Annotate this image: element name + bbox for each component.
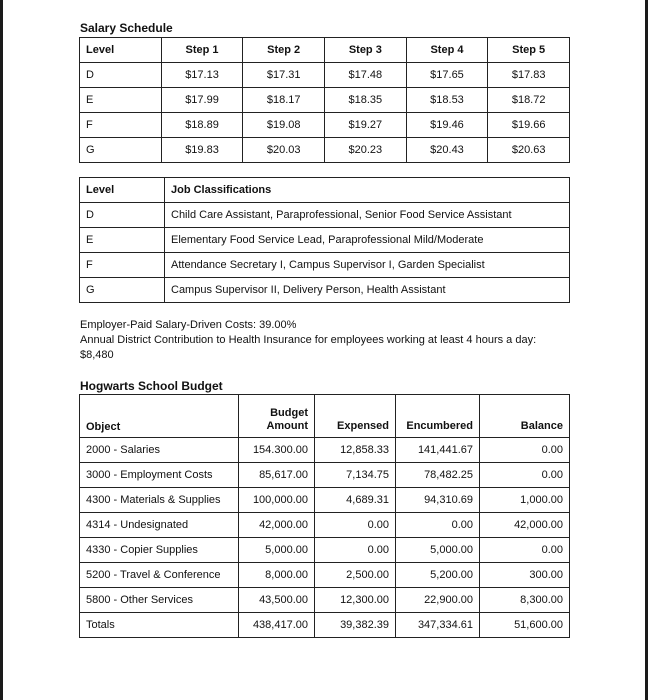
wage-cell: $19.08: [243, 113, 325, 138]
column-header: Step 5: [488, 38, 570, 63]
object-cell: 4314 - Undesignated: [80, 513, 239, 538]
expensed-cell: 0.00: [315, 538, 396, 563]
encumbered-cell: 78,482.25: [396, 463, 480, 488]
level-cell: E: [80, 88, 162, 113]
wage-cell: $18.17: [243, 88, 325, 113]
wage-cell: $17.65: [406, 63, 488, 88]
object-cell: 4330 - Copier Supplies: [80, 538, 239, 563]
wage-cell: $19.27: [325, 113, 407, 138]
expensed-cell: 0.00: [315, 513, 396, 538]
expensed-cell: 12,300.00: [315, 588, 396, 613]
table-row: [80, 488, 570, 513]
table-row: [80, 63, 570, 88]
balance-cell: 42,000.00: [480, 513, 570, 538]
expensed-cell: 12,858.33: [315, 438, 396, 463]
expensed-cell: 4,689.31: [315, 488, 396, 513]
encumbered-cell: 5,200.00: [396, 563, 480, 588]
table-row: [80, 138, 570, 163]
level-cell: D: [80, 63, 162, 88]
table-row: [80, 88, 570, 113]
wage-cell: $17.83: [488, 63, 570, 88]
encumbered-cell: 22,900.00: [396, 588, 480, 613]
budget-amount-cell: 42,000.00: [239, 513, 315, 538]
balance-cell: 0.00: [480, 463, 570, 488]
balance-cell: 0.00: [480, 438, 570, 463]
wage-cell: $20.03: [243, 138, 325, 163]
budget-table: [79, 394, 570, 638]
health-insurance-note: Annual District Contribution to Health Insurance for employees working at least 4 hours a day: $8,480: [80, 334, 537, 361]
totals-label: Totals: [80, 613, 239, 638]
wage-cell: $18.72: [488, 88, 570, 113]
column-header: Balance: [480, 395, 570, 438]
classification-cell: Campus Supervisor II, Delivery Person, Health Assistant: [165, 278, 570, 303]
object-cell: 2000 - Salaries: [80, 438, 239, 463]
balance-cell: 0.00: [480, 538, 570, 563]
wage-cell: $20.43: [406, 138, 488, 163]
level-cell: E: [80, 228, 165, 253]
wage-cell: $17.31: [243, 63, 325, 88]
salary-schedule-table: [79, 37, 570, 163]
encumbered-cell: 0.00: [396, 513, 480, 538]
column-header: Object: [80, 395, 239, 438]
wage-cell: $19.83: [161, 138, 243, 163]
table-row: [80, 538, 570, 563]
wage-cell: $19.66: [488, 113, 570, 138]
column-header: Job Classifications: [165, 178, 570, 203]
budget-amount-total: 438,417.00: [239, 613, 315, 638]
level-cell: G: [80, 138, 162, 163]
table-header-row: [80, 178, 570, 203]
wage-cell: $17.99: [161, 88, 243, 113]
table-row: [80, 203, 570, 228]
budget-amount-cell: 5,000.00: [239, 538, 315, 563]
table-header-row: [80, 38, 570, 63]
column-header: Level: [80, 38, 162, 63]
budget-amount-cell: 154.300.00: [239, 438, 315, 463]
object-cell: 5200 - Travel & Conference: [80, 563, 239, 588]
balance-cell: 1,000.00: [480, 488, 570, 513]
table-row: [80, 513, 570, 538]
expensed-total: 39,382.39: [315, 613, 396, 638]
budget-amount-cell: 43,500.00: [239, 588, 315, 613]
table-row: [80, 228, 570, 253]
balance-total: 51,600.00: [480, 613, 570, 638]
column-header: Step 4: [406, 38, 488, 63]
column-header: Step 3: [325, 38, 407, 63]
wage-cell: $17.13: [161, 63, 243, 88]
expensed-cell: 2,500.00: [315, 563, 396, 588]
level-cell: F: [80, 253, 165, 278]
wage-cell: $20.63: [488, 138, 570, 163]
level-cell: F: [80, 113, 162, 138]
object-cell: 4300 - Materials & Supplies: [80, 488, 239, 513]
wage-cell: $20.23: [325, 138, 407, 163]
encumbered-cell: 5,000.00: [396, 538, 480, 563]
salary-schedule-title: Salary Schedule: [80, 21, 173, 35]
classification-cell: Attendance Secretary I, Campus Supervisor I, Garden Specialist: [165, 253, 570, 278]
encumbered-total: 347,334.61: [396, 613, 480, 638]
wage-cell: $17.48: [325, 63, 407, 88]
table-row: [80, 588, 570, 613]
table-row: [80, 463, 570, 488]
salary-driven-costs-note: Employer-Paid Salary-Driven Costs: 39.00%: [80, 319, 297, 331]
column-header: Step 1: [161, 38, 243, 63]
level-cell: G: [80, 278, 165, 303]
classification-cell: Child Care Assistant, Paraprofessional, Senior Food Service Assistant: [165, 203, 570, 228]
table-row: [80, 113, 570, 138]
level-cell: D: [80, 203, 165, 228]
column-header: Step 2: [243, 38, 325, 63]
budget-amount-cell: 100,000.00: [239, 488, 315, 513]
totals-row: [80, 613, 570, 638]
balance-cell: 8,300.00: [480, 588, 570, 613]
page-edge-left: [0, 0, 3, 700]
budget-title: Hogwarts School Budget: [80, 379, 223, 393]
budget-amount-cell: 85,617.00: [239, 463, 315, 488]
table-row: [80, 278, 570, 303]
object-cell: 3000 - Employment Costs: [80, 463, 239, 488]
wage-cell: $18.35: [325, 88, 407, 113]
budget-amount-cell: 8,000.00: [239, 563, 315, 588]
column-header: Encumbered: [396, 395, 480, 438]
table-row: [80, 563, 570, 588]
wage-cell: $19.46: [406, 113, 488, 138]
classification-cell: Elementary Food Service Lead, Paraprofessional Mild/Moderate: [165, 228, 570, 253]
object-cell: 5800 - Other Services: [80, 588, 239, 613]
balance-cell: 300.00: [480, 563, 570, 588]
expensed-cell: 7,134.75: [315, 463, 396, 488]
cost-notes: [80, 318, 570, 363]
column-header: Expensed: [315, 395, 396, 438]
column-header: Budget Amount: [239, 395, 315, 438]
table-header-row: [80, 395, 570, 438]
table-row: [80, 253, 570, 278]
encumbered-cell: 141,441.67: [396, 438, 480, 463]
column-header: Level: [80, 178, 165, 203]
encumbered-cell: 94,310.69: [396, 488, 480, 513]
wage-cell: $18.53: [406, 88, 488, 113]
job-classifications-table: [79, 177, 570, 303]
table-row: [80, 438, 570, 463]
wage-cell: $18.89: [161, 113, 243, 138]
